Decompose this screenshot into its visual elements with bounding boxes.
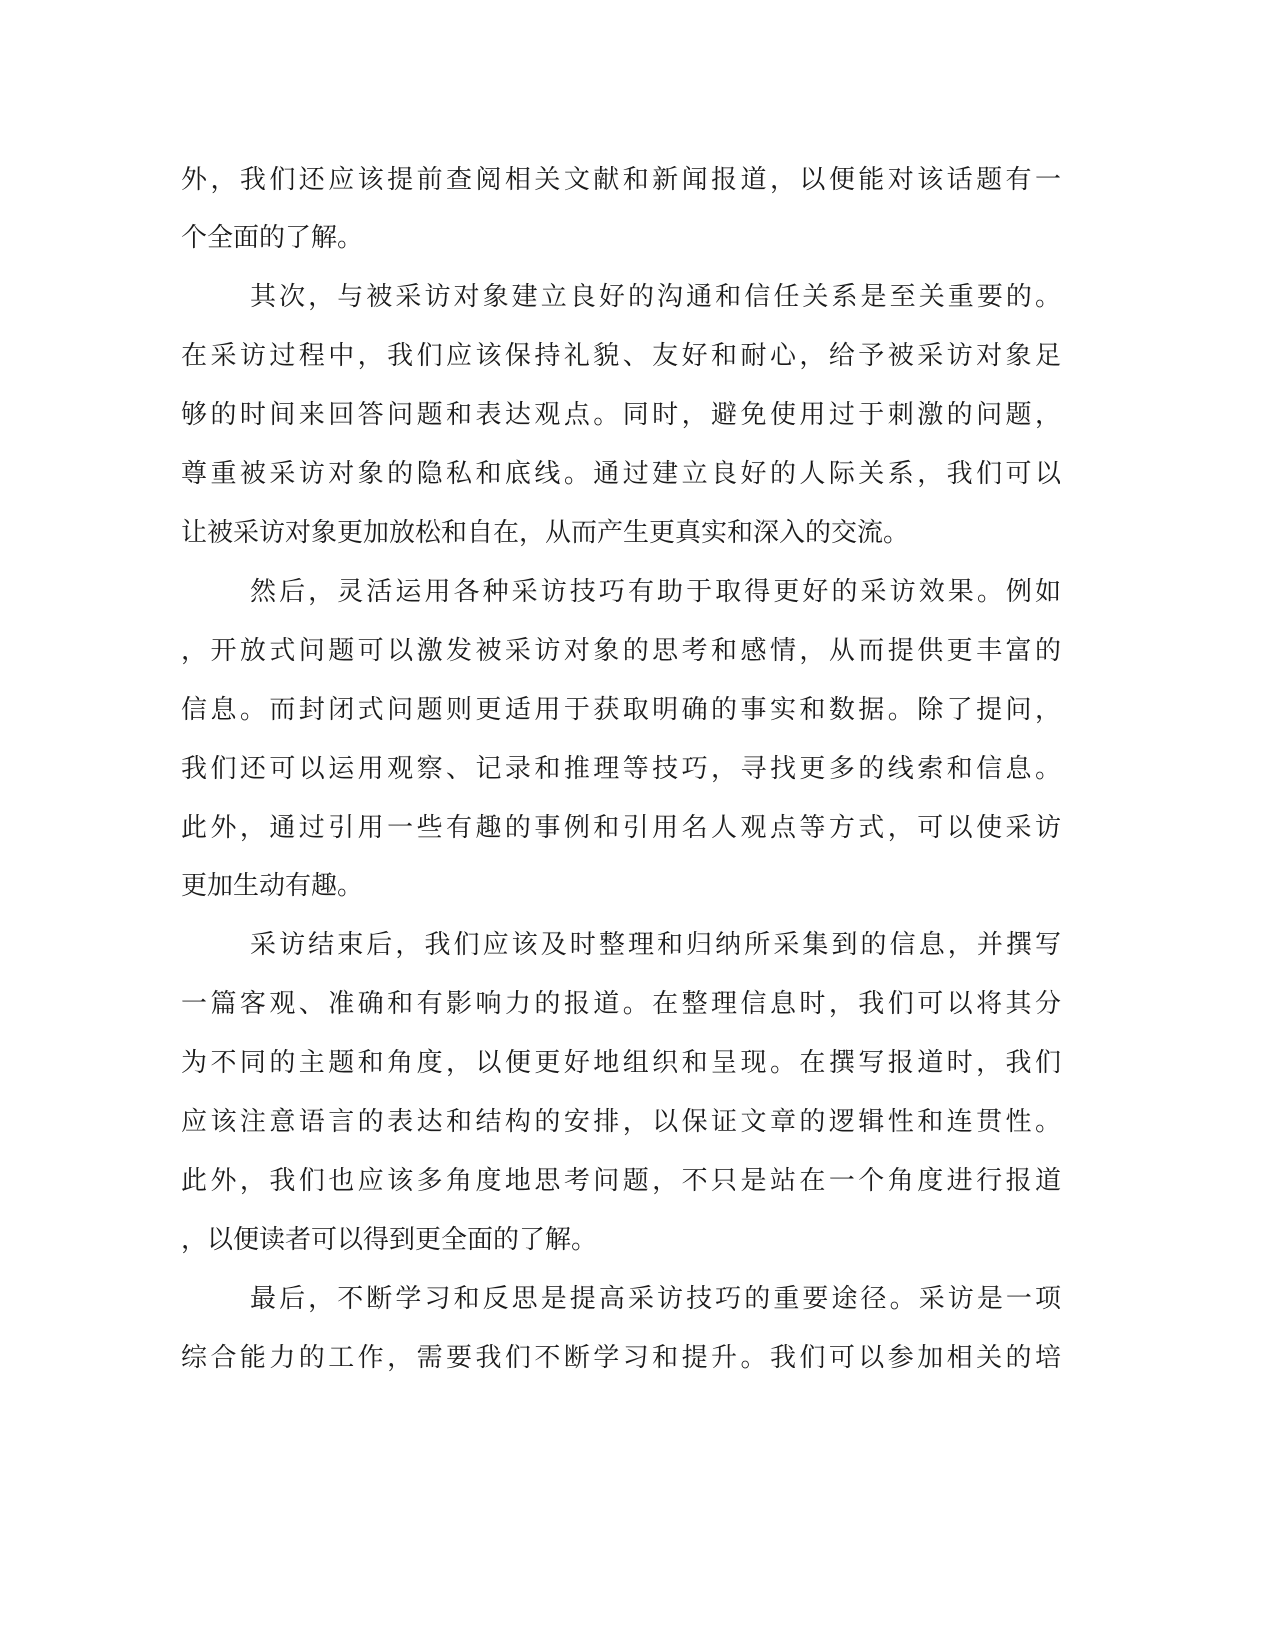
text-line: 此外，通过引用一些有趣的事例和引用名人观点等方式，可以使采访	[181, 813, 1061, 843]
text-line: 够的时间来回答问题和表达观点。同时，避免使用过于刺激的问题，	[181, 400, 1061, 430]
text-line: 为不同的主题和角度，以便更好地组织和呈现。在撰写报道时，我们	[181, 1048, 1061, 1078]
text-line: 外，我们还应该提前查阅相关文献和新闻报道，以便能对该话题有一	[181, 165, 1061, 195]
text-line: ，开放式问题可以激发被采访对象的思考和感情，从而提供更丰富的	[181, 636, 1061, 666]
paragraph-first-line: 其次，与被采访对象建立良好的沟通和信任关系是至关重要的。	[250, 282, 1061, 312]
paragraph-first-line: 然后，灵活运用各种采访技巧有助于取得更好的采访效果。例如	[250, 577, 1061, 607]
text-line: 此外，我们也应该多角度地思考问题，不只是站在一个角度进行报道	[181, 1166, 1061, 1196]
text-line: 个全面的了解。	[181, 223, 364, 253]
text-line: 尊重被采访对象的隐私和底线。通过建立良好的人际关系，我们可以	[181, 459, 1061, 489]
text-line: 综合能力的工作，需要我们不断学习和提升。我们可以参加相关的培	[181, 1343, 1061, 1373]
paragraph-first-line: 采访结束后，我们应该及时整理和归纳所采集到的信息，并撰写	[250, 930, 1061, 960]
text-line: 信息。而封闭式问题则更适用于获取明确的事实和数据。除了提问，	[181, 695, 1061, 725]
text-line: 一篇客观、准确和有影响力的报道。在整理信息时，我们可以将其分	[181, 989, 1061, 1019]
text-line: ，以便读者可以得到更全面的了解。	[181, 1225, 598, 1255]
paragraph-first-line: 最后，不断学习和反思是提高采访技巧的重要途径。采访是一项	[250, 1284, 1061, 1314]
text-line: 更加生动有趣。	[181, 871, 364, 901]
text-line: 让被采访对象更加放松和自在，从而产生更真实和深入的交流。	[181, 518, 910, 548]
text-line: 应该注意语言的表达和结构的安排，以保证文章的逻辑性和连贯性。	[181, 1107, 1061, 1137]
text-line: 我们还可以运用观察、记录和推理等技巧，寻找更多的线索和信息。	[181, 754, 1061, 784]
text-line: 在采访过程中，我们应该保持礼貌、友好和耐心，给予被采访对象足	[181, 341, 1061, 371]
